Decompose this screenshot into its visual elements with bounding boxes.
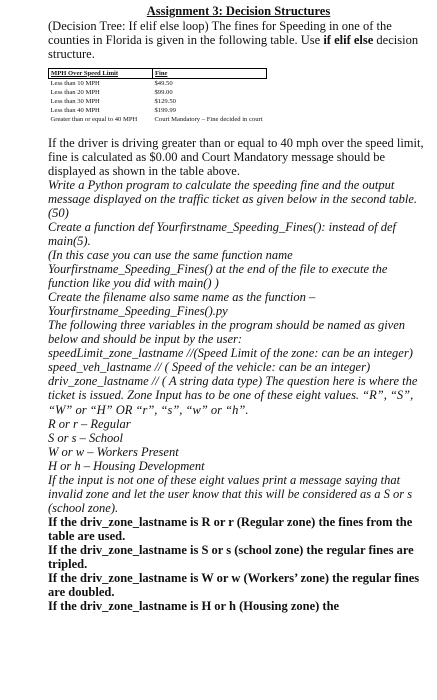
fine-cell: Court Mandatory – Fine decided in court — [154, 115, 263, 123]
zone-option: W or w – Workers Present — [48, 444, 179, 459]
variable-definition: speedLimit_zone_lastname //(Speed Limit of the zone: can be an integer) — [48, 346, 413, 361]
zone-rule: If the driv_zone_lastname is W or w (Workers’ zone) the regular fines are doubled. — [48, 571, 420, 600]
limit-cell: Less than 20 MPH — [50, 88, 100, 96]
table-row — [49, 88, 267, 97]
fine-cell: $49.50 — [154, 79, 173, 87]
variable-definition: driv_zone_lastname // ( A string data type) The question here is where the ticket is issued. Zone Input has to be one of these eight values. “R”, “S”, “W” or “H” OR “r”, “s”, “w” or “h”. — [48, 374, 418, 417]
table-row — [49, 106, 267, 115]
table-row — [49, 115, 267, 124]
instruction-paragraph: Create a function def Yourfirstname_Speeding_Fines(): instead of def main(5). — [48, 219, 396, 248]
instruction-paragraph: Create the filename also same name as the function – Yourfirstname_Speeding_Fines().py — [48, 290, 316, 319]
variable-definition: speed_veh_lastname // ( Speed of the vehicle: can be an integer) — [48, 360, 371, 375]
zone-option: R or r – Regular — [48, 416, 131, 431]
intro-text-part1: (Decision Tree: If elif else loop) The fines for Speeding in one of the counties in Florida is given in the following table. Use — [48, 19, 392, 48]
zone-rule: If the driv_zone_lastname is R or r (Regular zone) the fines from the table are used. — [48, 514, 413, 543]
instruction-paragraph: The following three variables in the program should be named as given below and should be input by the user: — [48, 318, 406, 347]
intro-text-part2: decision structure. — [48, 33, 419, 62]
instruction-paragraph: If the driver is driving greater than or equal to 40 mph over the speed limit, fine is calculated as $0.00 and Court Mandatory message should be displayed as shown in the table above. — [48, 135, 424, 178]
limit-cell: Greater than or equal to 40 MPH — [50, 115, 138, 123]
assignment-title: Assignment 3: Decision Structures — [146, 4, 331, 18]
header-mph: MPH Over Speed Limit — [49, 68, 153, 78]
instruction-paragraph: Write a Python program to calculate the speeding fine and the output message displayed on the traffic ticket as given below in the second table. (50) — [48, 177, 418, 220]
instruction-paragraph: If the input is not one of these eight values print a message saying that invalid zone and let the user know that this will be considered as a S or s (school zone). — [48, 472, 413, 515]
fine-cell: $129.50 — [154, 97, 176, 105]
intro-keyword: if elif else — [323, 33, 374, 48]
intro-paragraph — [48, 19, 429, 62]
limit-cell: Less than 40 MPH — [50, 106, 100, 114]
fine-cell: $99.00 — [154, 88, 173, 96]
limit-cell: Less than 10 MPH — [50, 79, 100, 87]
zone-rule: If the driv_zone_lastname is H or h (Housing zone) the — [48, 599, 340, 614]
instructions-body — [48, 136, 429, 614]
zone-rule: If the driv_zone_lastname is S or s (school zone) the regular fines are tripled. — [48, 542, 414, 572]
table-header-row — [49, 68, 267, 78]
fines-table — [48, 68, 267, 124]
limit-cell: Less than 30 MPH — [50, 97, 100, 105]
instruction-paragraph: (In this case you can use the same function name Yourfirstname_Speeding_Fines() at the end of the file to execute the function like you did with main() ) — [48, 247, 388, 291]
table-row — [49, 78, 267, 88]
fine-cell: $199.99 — [154, 106, 176, 114]
zone-option: S or s – School — [48, 430, 123, 445]
header-fine: Fine — [153, 68, 267, 78]
table-row — [49, 97, 267, 106]
zone-option: H or h – Housing Development — [48, 458, 205, 473]
